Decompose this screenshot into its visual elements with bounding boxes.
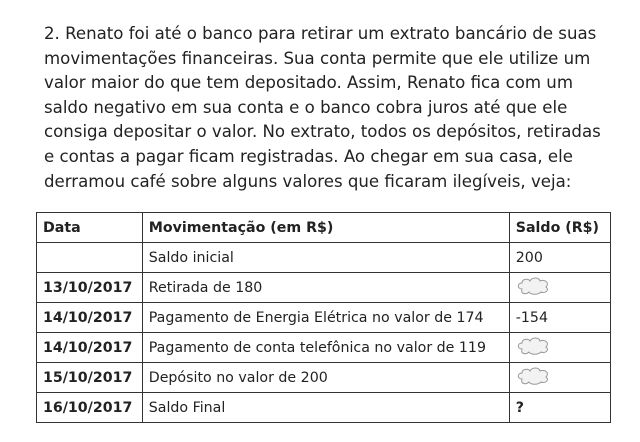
row-balance	[509, 333, 610, 363]
coffee-stain-icon	[516, 276, 552, 300]
row-description: Retirada de 180	[142, 273, 509, 303]
row-date: 13/10/2017	[37, 273, 143, 303]
row-description: Saldo inicial	[142, 243, 509, 273]
table-row	[37, 303, 611, 333]
header-date: Data	[37, 213, 143, 243]
coffee-stain-icon	[516, 336, 552, 360]
problem-text: 2. Renato foi até o banco para retirar um extrato bancário de suas movimentações financeiras. Sua conta permite que ele utilize um valor maior do que tem depositado. Assim, Renato fica com um saldo negativo em sua conta e o banco cobra juros até que ele consiga depositar o valor. No extrato, todos os depósitos, retiradas e contas a pagar ficam registradas. Ao chegar em sua casa, ele derramou café sobre alguns valores que ficaram ilegíveis, veja:	[44, 24, 601, 191]
row-description: Pagamento de conta telefônica no valor de 119	[142, 333, 509, 363]
row-date: 16/10/2017	[37, 393, 143, 423]
table-row	[37, 393, 611, 423]
table-row	[37, 243, 611, 273]
bank-statement-table	[36, 212, 611, 423]
header-balance: Saldo (R$)	[509, 213, 610, 243]
row-date	[37, 243, 143, 273]
row-description: Pagamento de Energia Elétrica no valor de 174	[142, 303, 509, 333]
row-description: Saldo Final	[142, 393, 509, 423]
table-row	[37, 363, 611, 393]
row-date: 14/10/2017	[37, 303, 143, 333]
coffee-stain-icon	[516, 366, 552, 390]
row-description: Depósito no valor de 200	[142, 363, 509, 393]
row-balance: -154	[509, 303, 610, 333]
row-balance	[509, 273, 610, 303]
header-movement: Movimentação (em R$)	[142, 213, 509, 243]
row-balance: ?	[509, 393, 610, 423]
row-date: 14/10/2017	[37, 333, 143, 363]
table-header-row	[37, 213, 611, 243]
table-row	[37, 333, 611, 363]
row-balance	[509, 363, 610, 393]
row-date: 15/10/2017	[37, 363, 143, 393]
row-balance: 200	[509, 243, 610, 273]
table-row	[37, 273, 611, 303]
